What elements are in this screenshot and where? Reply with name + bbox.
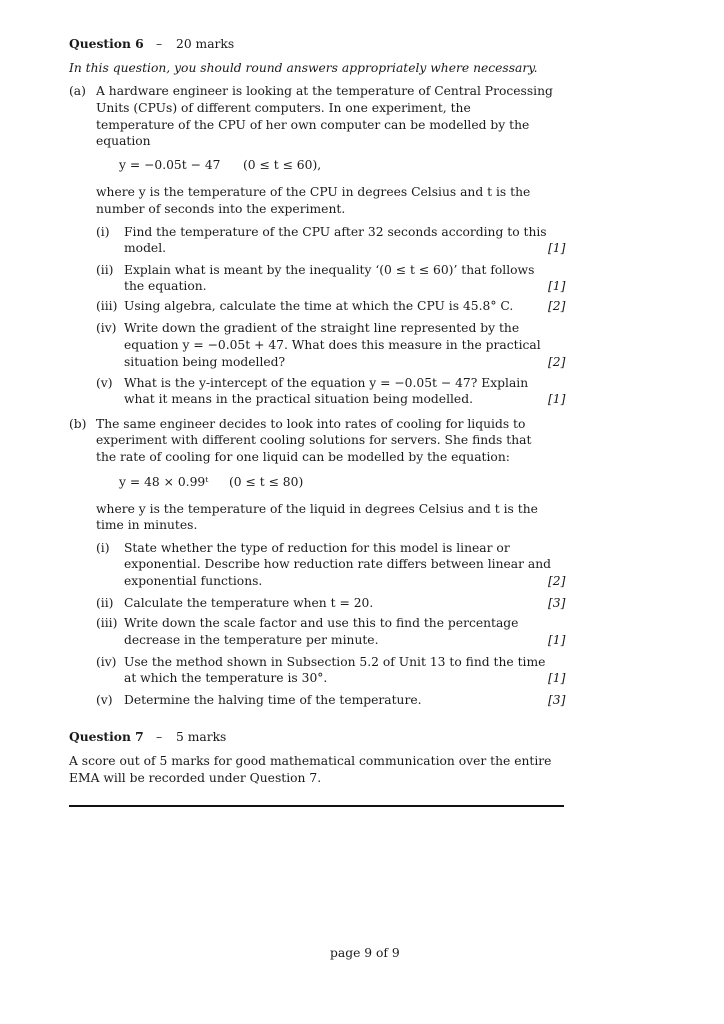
part-a-where-line: number of seconds into the experiment. [96, 202, 346, 216]
subpart-mark: [2] [548, 299, 566, 313]
part-b-label: (b) [69, 417, 87, 431]
page-number: page 9 of 9 [330, 946, 400, 960]
subpart-mark: [1] [548, 279, 566, 293]
subpart-mark: [3] [548, 596, 566, 610]
subpart-text: Determine the halving time of the temperature. [124, 693, 422, 707]
subpart-number: (i) [96, 541, 110, 555]
subpart-mark: [1] [548, 633, 566, 647]
subpart-number: (i) [96, 225, 110, 239]
subpart-text: Using algebra, calculate the time at which the CPU is 45.8° C. [124, 299, 514, 313]
part-a-intro-line: temperature of the CPU of her own computer can be modelled by the [96, 118, 530, 132]
part-b-intro-line: the rate of cooling for one liquid can be modelled by the equation: [96, 450, 510, 464]
subpart-text: Explain what is meant by the inequality ‘(0 ≤ t ≤ 60)’ that follows [124, 263, 535, 277]
subpart-text: the equation. [124, 279, 207, 293]
question-6-separator: – [156, 37, 163, 51]
part-b-where-line: time in minutes. [96, 518, 198, 532]
part-a-domain: (0 ≤ t ≤ 60), [243, 158, 322, 172]
subpart-text: model. [124, 241, 167, 255]
subpart-mark: [1] [548, 392, 566, 406]
subpart-text: exponential. Describe how reduction rate differs between linear and [124, 557, 552, 571]
subpart-text: exponential functions. [124, 574, 263, 588]
subpart-mark: [1] [548, 241, 566, 255]
subpart-text: what it means in the practical situation being modelled. [124, 392, 473, 406]
question-6-marks: 20 marks [176, 37, 235, 51]
subpart-number: (ii) [96, 263, 114, 277]
question-7-separator: – [156, 730, 163, 744]
part-a-intro-line: equation [96, 134, 151, 148]
question-7-marks: 5 marks [176, 730, 227, 744]
question-7-heading: Question 7 [69, 729, 144, 744]
subpart-number: (v) [96, 376, 113, 390]
question-7-body-line: EMA will be recorded under Question 7. [69, 771, 322, 785]
subpart-text: Write down the gradient of the straight line represented by the [124, 321, 520, 335]
subpart-text: equation y = −0.05t + 47. What does this measure in the practical [124, 338, 541, 352]
subpart-text: What is the y-intercept of the equation y = −0.05t − 47? Explain [124, 376, 529, 390]
subpart-text: decrease in the temperature per minute. [124, 633, 379, 647]
subpart-text: State whether the type of reduction for this model is linear or [124, 541, 510, 555]
part-a-where-line: where y is the temperature of the CPU in degrees Celsius and t is the [96, 185, 531, 199]
part-b-domain: (0 ≤ t ≤ 80) [229, 475, 304, 489]
part-b-intro-line: experiment with different cooling solutions for servers. She finds that [96, 433, 532, 447]
part-a-intro-line: A hardware engineer is looking at the temperature of Central Processing [96, 84, 553, 98]
subpart-text: situation being modelled? [124, 355, 286, 369]
subpart-text: at which the temperature is 30°. [124, 671, 328, 685]
section-divider [69, 805, 564, 807]
subpart-mark: [1] [548, 671, 566, 685]
subpart-number: (iii) [96, 616, 118, 630]
subpart-number: (iv) [96, 321, 117, 335]
subpart-mark: [3] [548, 693, 566, 707]
subpart-text: Calculate the temperature when t = 20. [124, 596, 374, 610]
part-a-intro-line: Units (CPUs) of different computers. In one experiment, the [96, 101, 471, 115]
part-b-equation: y = 48 × 0.99ᵗ [119, 475, 209, 489]
subpart-number: (v) [96, 693, 113, 707]
part-b-intro-line: The same engineer decides to look into rates of cooling for liquids to [96, 417, 526, 431]
question-6-instruction: In this question, you should round answers appropriately where necessary. [69, 61, 538, 75]
subpart-text: Write down the scale factor and use this to find the percentage [124, 616, 519, 630]
part-b-where-line: where y is the temperature of the liquid in degrees Celsius and t is the [96, 502, 538, 516]
question-7-body-line: A score out of 5 marks for good mathematical communication over the entire [69, 754, 552, 768]
subpart-number: (iii) [96, 299, 118, 313]
subpart-number: (ii) [96, 596, 114, 610]
part-a-equation: y = −0.05t − 47 [119, 158, 221, 172]
part-a-label: (a) [69, 84, 86, 98]
subpart-text: Use the method shown in Subsection 5.2 of Unit 13 to find the time [124, 655, 546, 669]
question-6-heading: Question 6 [69, 36, 144, 51]
subpart-mark: [2] [548, 355, 566, 369]
subpart-number: (iv) [96, 655, 117, 669]
subpart-text: Find the temperature of the CPU after 32 seconds according to this [124, 225, 547, 239]
subpart-mark: [2] [548, 574, 566, 588]
